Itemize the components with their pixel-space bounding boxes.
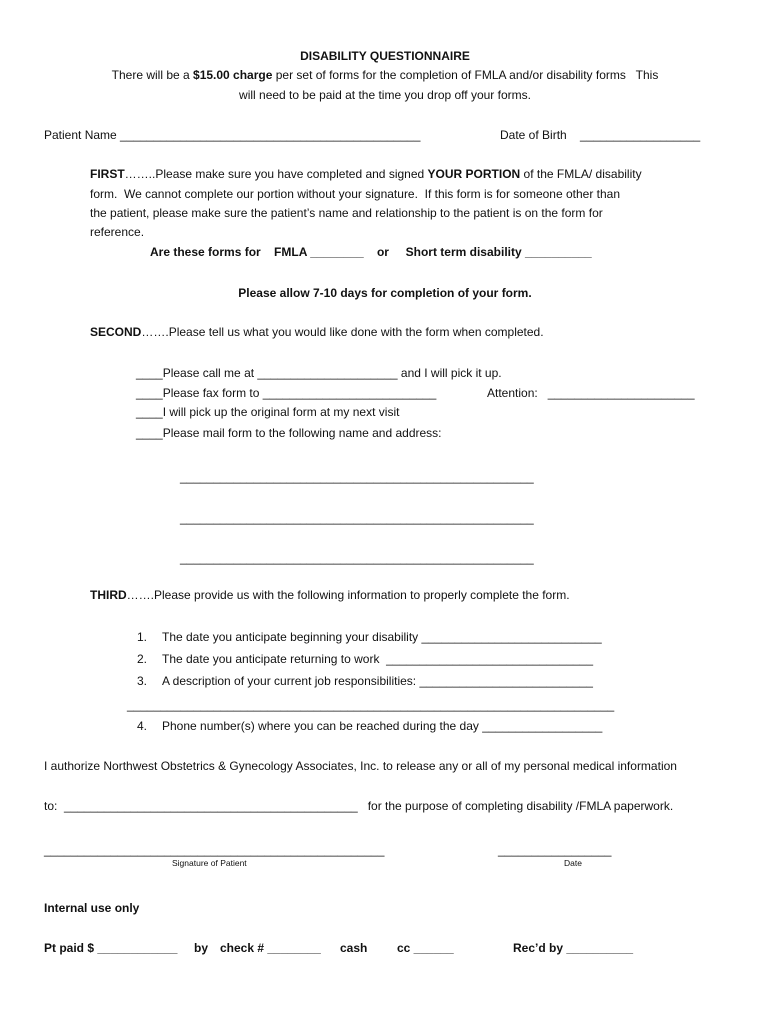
form-title: DISABILITY QUESTIONNAIRE <box>300 49 470 63</box>
forms-type-line[interactable]: Are these forms for FMLA ________ or Short term disability __________ <box>150 245 592 259</box>
charge-notice-line-1 <box>0 67 770 83</box>
signature-label: Signature of Patient <box>172 858 247 868</box>
check-number-field[interactable]: check # ________ <box>220 941 321 955</box>
patient-name-field[interactable]: _____________________________________________ <box>120 128 421 142</box>
cash-label[interactable]: cash <box>340 941 368 955</box>
authorization-statement: I authorize Northwest Obstetrics & Gynecology Associates, Inc. to release any or all of my personal medical information <box>44 759 677 773</box>
charge-amount: $15.00 charge <box>193 68 273 82</box>
option-fax-form[interactable]: ____Please fax form to __________________________ <box>136 386 437 400</box>
list-item-number: 4. <box>137 719 148 733</box>
second-text: Please tell us what you would like done with the form when completed. <box>168 325 544 339</box>
patient-name-row <box>44 127 420 143</box>
third-dots: ……. <box>126 588 155 602</box>
address-line-2[interactable]: _____________________________________________________ <box>180 511 534 525</box>
fax-attention-field[interactable]: Attention: ______________________ <box>487 386 695 400</box>
release-to-field[interactable]: ____________________________________________ <box>64 799 358 813</box>
first-line-4: reference. <box>90 225 145 239</box>
dob-label: Date of Birth <box>500 128 567 142</box>
first-line-1 <box>90 166 642 182</box>
list-item-number: 3. <box>137 674 148 688</box>
third-line <box>90 587 570 603</box>
option-mail-form[interactable]: ____Please mail form to the following name and address: <box>136 426 442 440</box>
address-line-1[interactable]: _____________________________________________________ <box>180 470 534 484</box>
job-description-field[interactable]: A description of your current job responsibilities: __________________________ <box>162 674 593 688</box>
third-label: THIRD <box>90 588 127 602</box>
first-dots: …….. <box>124 167 156 181</box>
option-call-me[interactable]: ____Please call me at _____________________ and I will pick it up. <box>136 366 502 380</box>
address-line-3[interactable]: _____________________________________________________ <box>180 551 534 565</box>
second-dots: ……. <box>141 325 169 339</box>
first-label: FIRST <box>90 167 125 181</box>
to-label: to: <box>44 799 65 813</box>
your-portion-bold: YOUR PORTION <box>427 167 521 181</box>
by-label: by <box>194 941 209 955</box>
pt-paid-field[interactable]: Pt paid $ ____________ <box>44 941 178 955</box>
signature-date-label: Date <box>564 858 582 868</box>
cc-field[interactable]: cc ______ <box>397 941 454 955</box>
dob-field[interactable]: __________________ <box>580 128 701 142</box>
authorization-to-row <box>44 798 673 814</box>
second-line <box>90 324 544 340</box>
signature-field[interactable]: ___________________________________________________ <box>44 843 385 857</box>
received-by-field[interactable]: Rec’d by __________ <box>513 941 634 955</box>
patient-name-label: Patient Name <box>44 128 121 142</box>
charge-suffix: per set of forms for the completion of FMLA and/or disability forms This <box>272 68 659 82</box>
dob-row <box>500 127 700 143</box>
internal-use-heading: Internal use only <box>44 901 140 915</box>
signature-date-field[interactable]: _________________ <box>498 843 612 857</box>
charge-prefix: There will be a <box>111 68 194 82</box>
first-line-2: form. We cannot complete our portion without your signature. If this form is for someone other than <box>90 187 621 201</box>
first-text-a: Please make sure you have completed and signed <box>155 167 428 181</box>
disability-start-date-field[interactable]: The date you anticipate beginning your disability ___________________________ <box>162 630 602 644</box>
first-text-b: of the FMLA/ disability <box>520 167 642 181</box>
job-description-continuation[interactable]: _________________________________________________________________________ <box>127 698 615 712</box>
completion-time-notice: Please allow 7-10 days for completion of your form. <box>238 286 532 300</box>
option-pick-up[interactable]: ____I will pick up the original form at my next visit <box>136 405 400 419</box>
second-label: SECOND <box>90 325 142 339</box>
first-line-3: the patient, please make sure the patient’s name and relationship to the patient is on the form for <box>90 206 603 220</box>
purpose-text: for the purpose of completing disability /FMLA paperwork. <box>367 799 674 813</box>
return-to-work-date-field[interactable]: The date you anticipate returning to work _______________________________ <box>162 652 594 666</box>
phone-number-field[interactable]: Phone number(s) where you can be reached during the day __________________ <box>162 719 603 733</box>
charge-notice-line-2: will need to be paid at the time you drop off your forms. <box>239 88 531 102</box>
third-text: Please provide us with the following information to properly complete the form. <box>154 588 570 602</box>
list-item-number: 1. <box>137 630 148 644</box>
list-item-number: 2. <box>137 652 148 666</box>
